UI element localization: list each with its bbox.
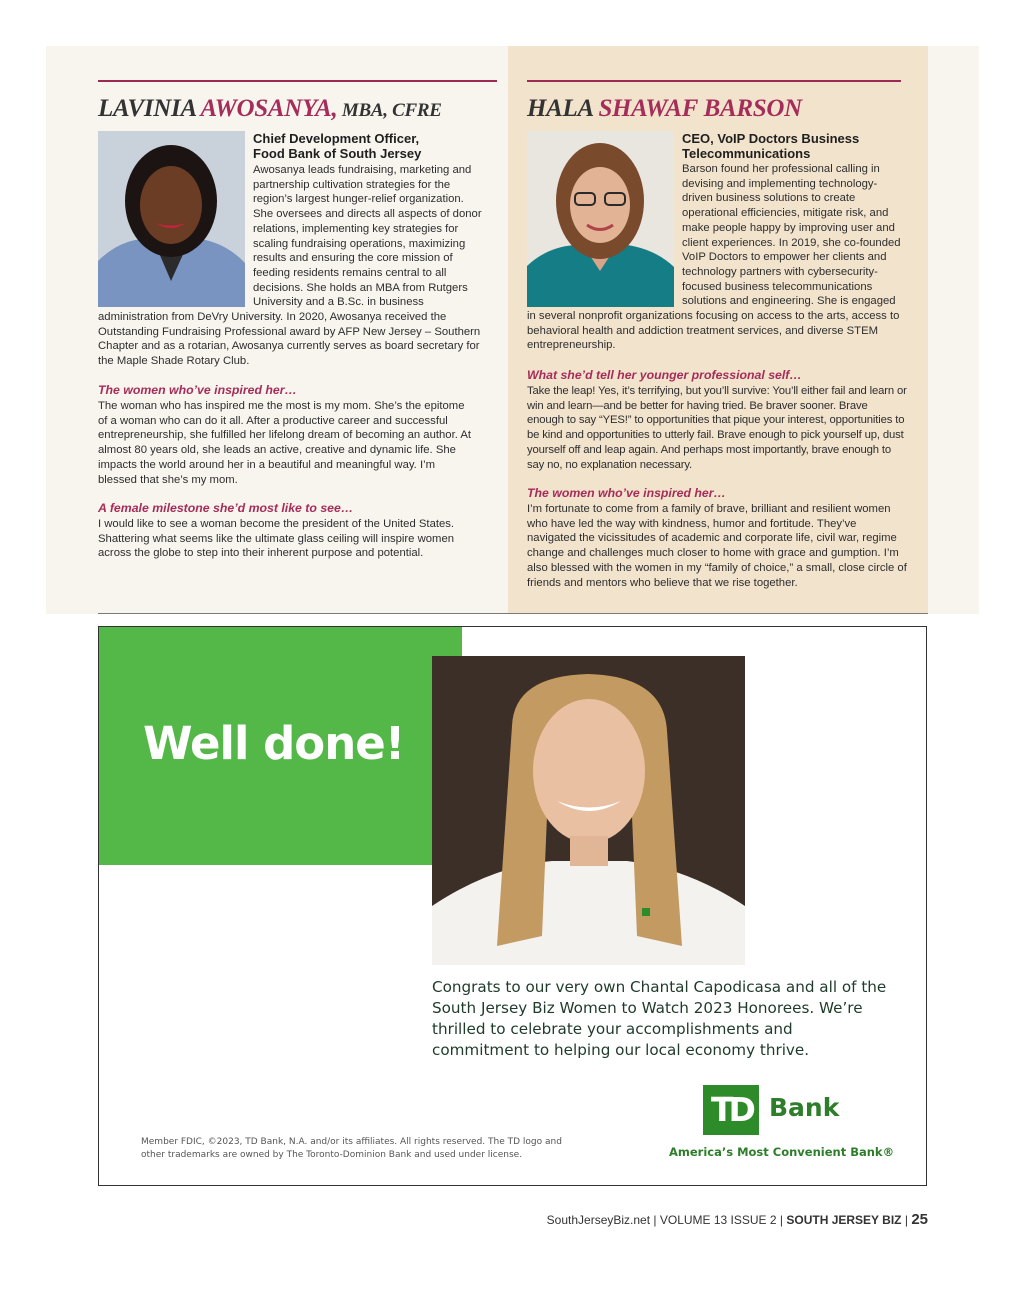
footer-volume: VOLUME 13 ISSUE 2 bbox=[659, 1213, 777, 1227]
footer-site: SouthJerseyBiz.net bbox=[546, 1213, 651, 1227]
right-q2-answer: I’m fortunate to come from a family of brave, brilliant and resilient women who have led the way with kindness, humor and fortitude. They’ve navigated the vicissitudes of academic and corporate life, civil war, regime change and challenges much closer to home with grace and gumption. I’m also blessed with the women in my “family of choice,” a small, close circle of friends and mentors who believe that we rise together. bbox=[527, 503, 907, 589]
td-tagline: America’s Most Convenient Bank® bbox=[669, 1145, 895, 1159]
left-first-name: LAVINIA bbox=[98, 95, 201, 122]
ad-fine-print: Member FDIC, ©2023, TD Bank, N.A. and/or its affiliates. All rights reserved. The TD logo and other trademarks are owned by The Toronto-Dominion Bank and used under license. bbox=[141, 1137, 562, 1160]
left-role-title: Chief Development Officer, Food Bank of South Jersey bbox=[253, 131, 422, 161]
right-first-name: HALA bbox=[527, 95, 599, 122]
right-photo-wrap-spacer bbox=[527, 162, 682, 307]
right-q2-heading: The women who’ve inspired her… bbox=[527, 486, 726, 500]
td-logo-icon: TD bbox=[703, 1085, 759, 1135]
right-role-title: CEO, VoIP Doctors Business Telecommunications bbox=[682, 131, 860, 161]
panel-edge bbox=[928, 46, 979, 614]
right-q1-heading: What she’d tell her younger professional self… bbox=[527, 368, 802, 382]
left-q2-answer: I would like to see a woman become the president of the United States. Shattering what seems like the ultimate glass ceiling will inspire women across the globe to step into their inherent purpose and potential. bbox=[98, 518, 455, 560]
left-q1-heading: The women who’ve inspired her… bbox=[98, 383, 297, 397]
td-bank-advertisement bbox=[98, 626, 927, 1186]
left-last-name: AWOSANYA, bbox=[200, 95, 338, 122]
right-top-rule bbox=[527, 80, 901, 82]
left-profile-name bbox=[98, 96, 442, 121]
right-bio bbox=[527, 162, 907, 353]
page-footer bbox=[547, 1211, 928, 1228]
footer-separator: | bbox=[901, 1213, 912, 1227]
footer-separator: | bbox=[776, 1213, 787, 1227]
right-last-name: SHAWAF BARSON bbox=[598, 95, 802, 122]
right-q1-answer: Take the leap! Yes, it’s terrifying, but you’ll survive: You’ll either fail and learn or win and learn—and be better for having tried. Be braver sooner. Brave enough to say “YES!” to opportunities that pique your interest, opportunities to be kind and opportunities to utterly fail. Brave enough to pick yourself up, dust yourself off and leap again. And perhaps most importantly, brave enough to say no, no explanation necessary. bbox=[527, 385, 907, 471]
ad-portrait-photo bbox=[432, 656, 745, 965]
ad-headline: Well done! bbox=[143, 717, 405, 770]
section-divider bbox=[98, 613, 928, 614]
page-number: 25 bbox=[911, 1211, 928, 1228]
right-bio-text: Barson found her professional calling in devising and implementing technology-driven business solutions to create operational efficiencies, mitigate risk, and make people happy by improving user and client experiences. In 2019, she co-founded VoIP Doctors to empower her clients and technology partners with cybersecurity-focused business telecommunications solutions and engineering. She is engaged in several nonprofit organizations focusing on access to the arts, access to behavioral health and addiction treatment services, and diverse STEM entrepreneurship. bbox=[527, 163, 901, 352]
left-credentials: MBA, CFRE bbox=[337, 100, 442, 121]
left-bio-text: Awosanya leads fundraising, marketing and partnership cultivation strategies for the region’s largest hunger-relief organization. She oversees and directs all aspects of donor relations, implementing key strategies for scaling fundraising operations, maximizing results and ensuring the core mission of feeding residents remains central to all decisions. She holds an MBA from Rutgers University and a B.Sc. in business administration from DeVry University. In 2020, Awosanya received the Outstanding Fundraising Professional award by AFP New Jersey – Southern Chapter and as a rotarian, Awosanya currently serves as board secretary for the Maple Shade Rotary Club. bbox=[98, 164, 482, 368]
footer-magazine: SOUTH JERSEY BIZ bbox=[786, 1213, 902, 1227]
left-top-rule bbox=[98, 80, 497, 82]
footer-separator: | bbox=[650, 1213, 660, 1227]
right-profile-name bbox=[527, 96, 802, 121]
td-bank-wordmark: Bank bbox=[769, 1093, 840, 1122]
left-photo-wrap-spacer bbox=[98, 163, 253, 306]
left-q1-answer: The woman who has inspired me the most is my mom. She’s the epitome of a woman who can do it all. After a productive career and successful entrepreneurship, she fulfilled her lifelong dream of becoming an author. At almost 80 years old, she leads an active, creative and dynamic life. She impacts the world around her in a beautiful and meaningful way. I’m blessed that she’s my mom. bbox=[98, 400, 472, 486]
ad-congrats-copy: Congrats to our very own Chantal Capodicasa and all of the South Jersey Biz Women to Watch 2023 Honorees. We’re thrilled to celebrate your accomplishments and commitment to helping our local economy thrive. bbox=[432, 978, 887, 1059]
left-q2-heading: A female milestone she’d most like to see… bbox=[98, 501, 354, 515]
left-bio bbox=[98, 163, 483, 369]
